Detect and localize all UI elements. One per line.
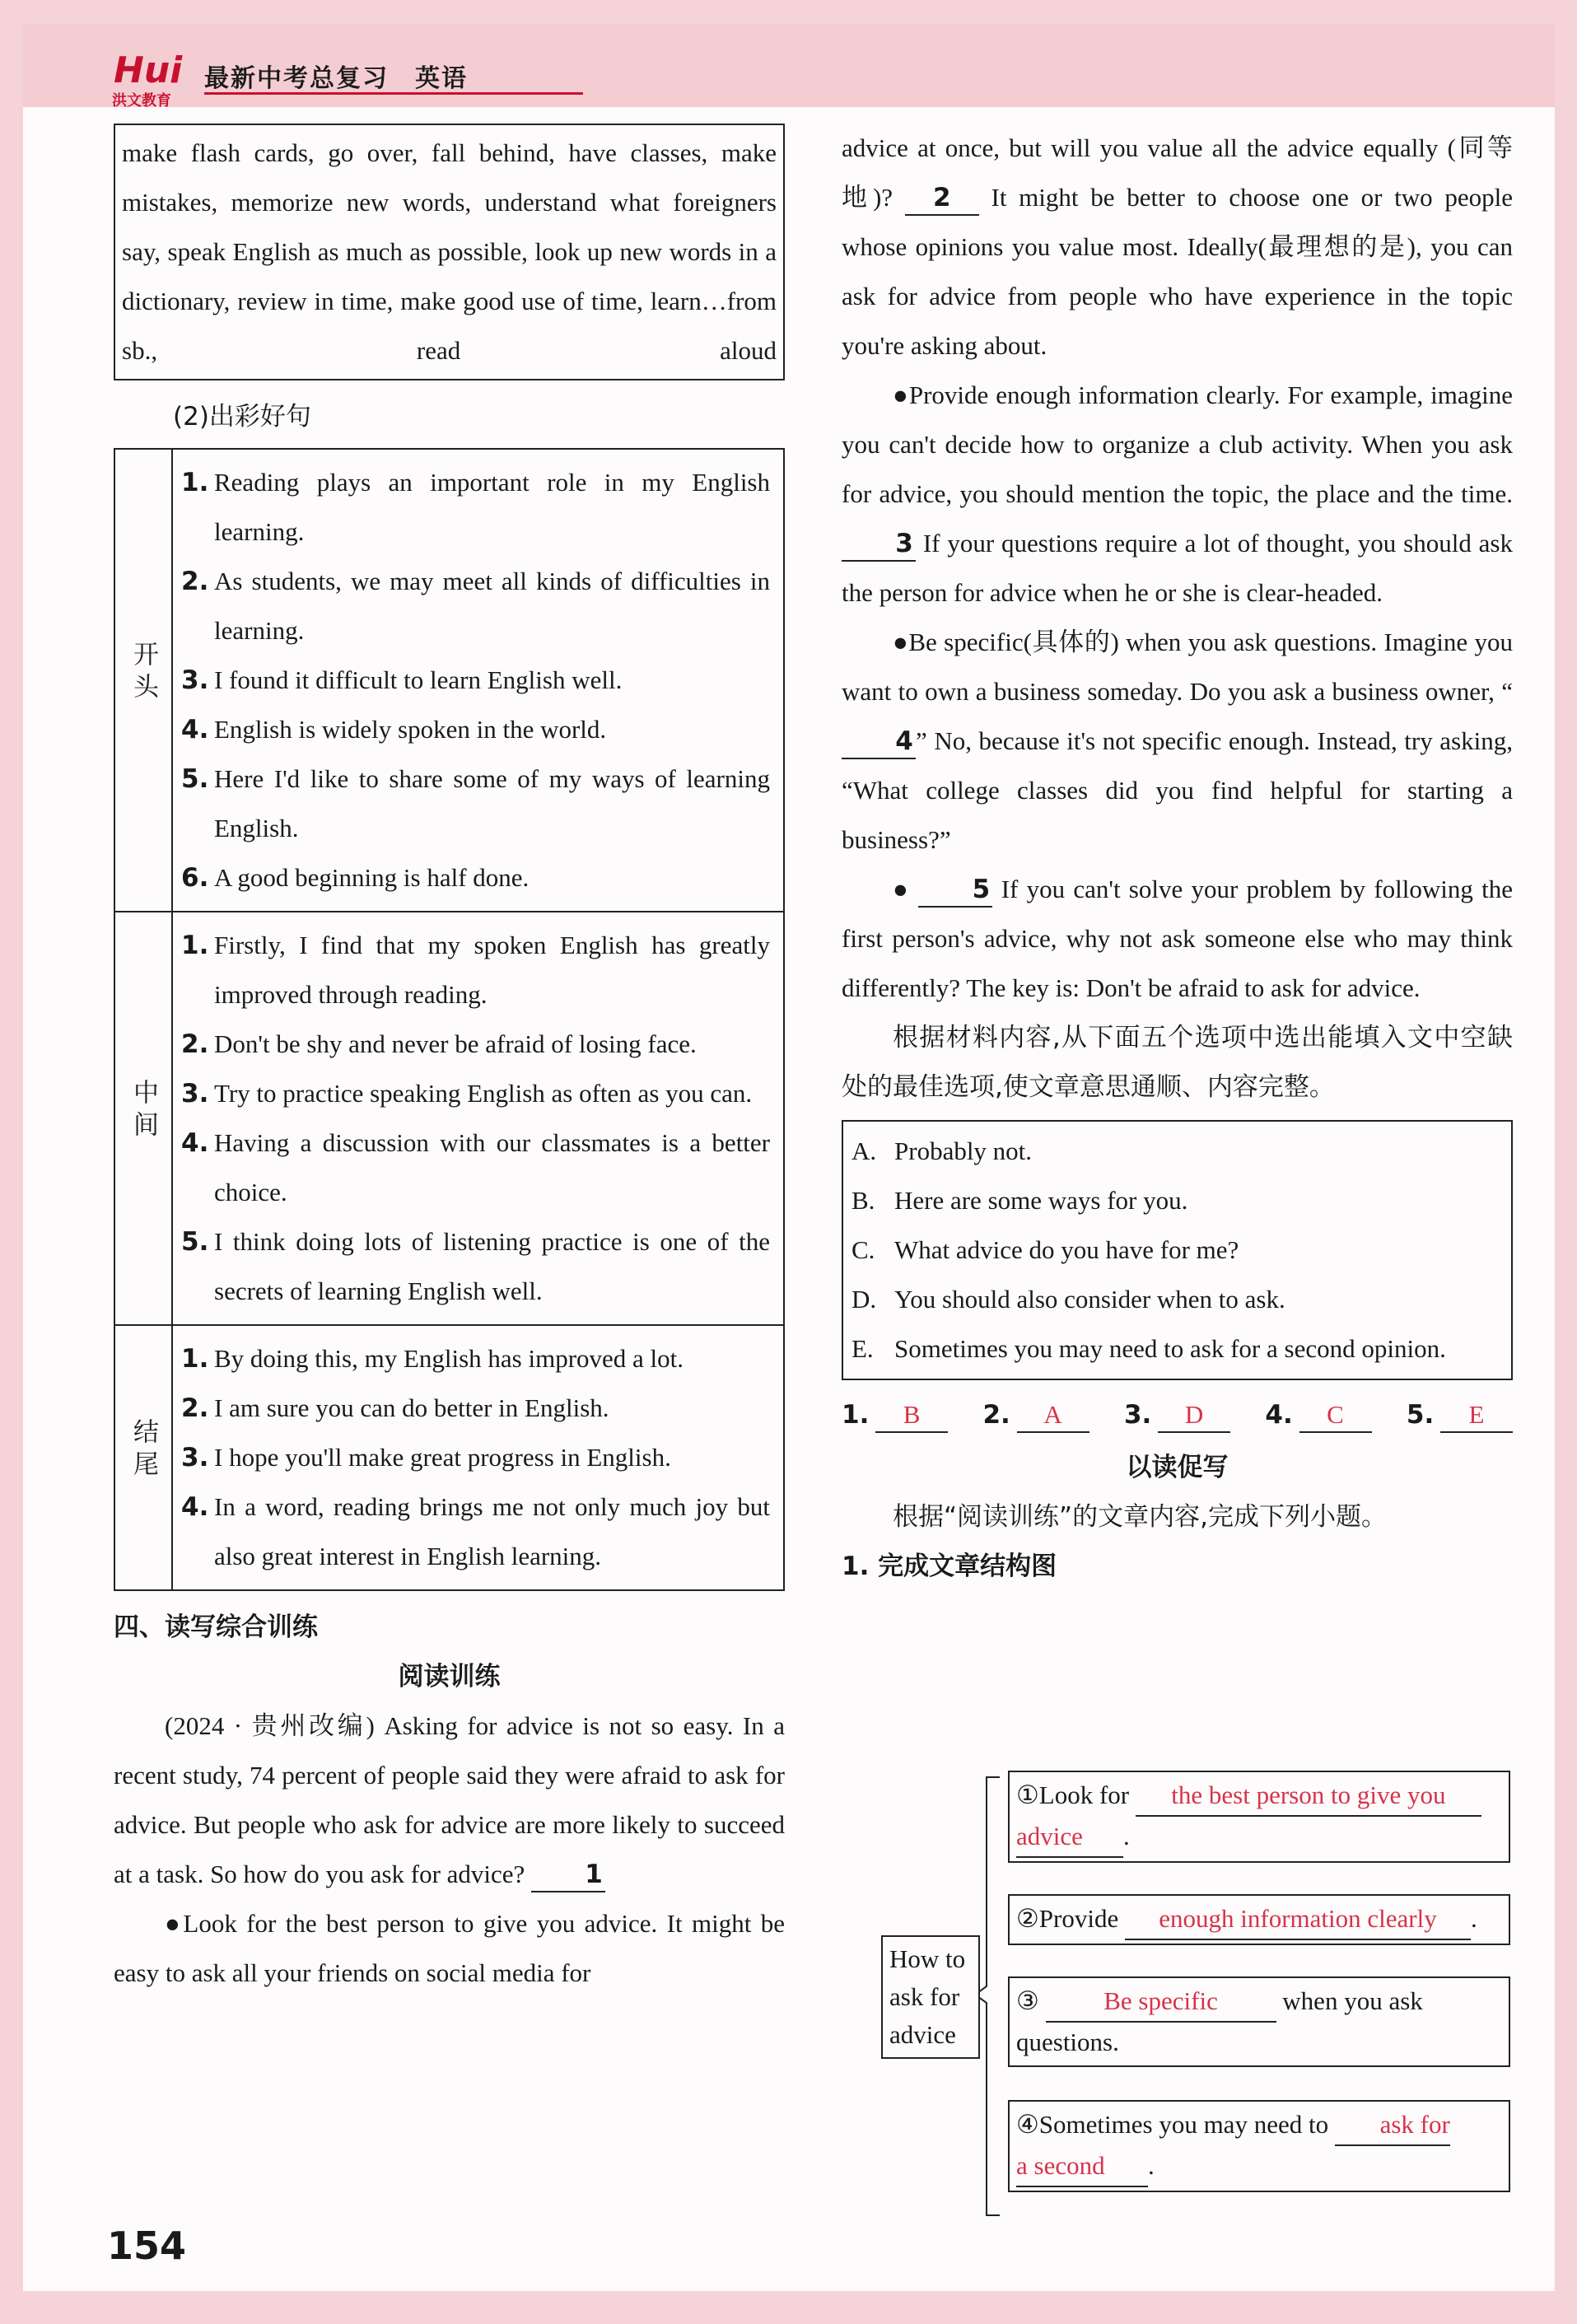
logo-subtitle: 洪文教育 bbox=[112, 92, 171, 110]
list-item: 1. Reading plays an important role in my English learning. bbox=[181, 468, 770, 546]
diagram-answer: enough information clearly bbox=[1125, 1899, 1471, 1940]
list-item: 5. I think doing lots of listening practice is one of the secrets of learning English well. bbox=[181, 1227, 770, 1305]
blank-1[interactable]: 1 bbox=[531, 1858, 605, 1892]
list-item: 4. In a word, reading brings me not only much joy but also great interest in English learning. bbox=[181, 1492, 770, 1570]
paragraph: (2024 · 贵州改编) Asking for advice is not so easy. In a recent study, 74 percent of people said they were afraid to ask for advice. But people who ask for advice are more likely to succeed at a task. So how do you ask for advice? 1 bbox=[114, 1701, 785, 1899]
option-item: C. What advice do you have for me? bbox=[851, 1235, 1239, 1264]
list-item: 2. Don't be shy and never be afraid of losing face. bbox=[181, 1029, 697, 1059]
answer-item: 4. C bbox=[1265, 1390, 1371, 1440]
option-item: E. Sometimes you may need to ask for a second opinion. bbox=[851, 1334, 1446, 1363]
page-number: 154 bbox=[107, 2224, 187, 2268]
list-item: 1. Firstly, I find that my spoken English has greatly improved through reading. bbox=[181, 931, 770, 1009]
instruction: 根据材料内容,从下面五个选项中选出能填入文中空缺处的最佳选项,使文章意思通顺、内容完整。 bbox=[842, 1023, 1513, 1102]
blank-3[interactable]: 3 bbox=[842, 527, 916, 562]
blank-2[interactable]: 2 bbox=[905, 181, 979, 216]
diagram-answer: a second bbox=[1016, 2146, 1148, 2187]
paragraph: ●Look for the best person to give you advice. It might be easy to ask all your friends on social media for bbox=[114, 1909, 785, 1987]
write-title: 以读促写 bbox=[1126, 1453, 1229, 1482]
list-item: 3. Try to practice speaking English as often as you can. bbox=[181, 1079, 753, 1108]
diagram-answer: ask for bbox=[1335, 2105, 1450, 2146]
section-ending bbox=[114, 1325, 784, 1590]
phrase-box bbox=[114, 124, 785, 380]
option-item: B. Here are some ways for you. bbox=[851, 1186, 1188, 1215]
answer-item: 5. E bbox=[1407, 1390, 1513, 1440]
answer-value: D bbox=[1158, 1398, 1230, 1433]
header-rule bbox=[204, 92, 583, 95]
answer-value: A bbox=[1017, 1398, 1089, 1433]
diagram-answer: Be specific bbox=[1046, 1981, 1276, 2023]
answer-value: B bbox=[875, 1398, 948, 1433]
book-title: 最新中考总复习 英语 bbox=[204, 64, 468, 93]
answer-row bbox=[842, 1390, 1513, 1440]
paragraph: ● 5 If you can't solve your problem by following the first person's advice, why not ask someone else who may think differently? The key is: Don't be afraid to ask for advice. bbox=[842, 875, 1514, 1002]
question-title: 1. 完成文章结构图 bbox=[842, 1552, 1057, 1581]
paragraph: ●Provide enough information clearly. For example, imagine you can't decide how to organize a club activity. When you ask for advice, you should mention the topic, the place and the time. 3 If your questions require a lot of thought, you should ask the person for advice when he or she is clear-headed. bbox=[842, 380, 1513, 607]
diagram-branch-3: ③ Be specific when you ask questions. bbox=[1008, 1976, 1510, 2067]
list-item: 4. English is widely spoken in the world. bbox=[181, 715, 607, 744]
list-item: 3. I found it difficult to learn English well. bbox=[181, 665, 623, 695]
write-instruction: 根据“阅读训练”的文章内容,完成下列小题。 bbox=[893, 1502, 1387, 1532]
category-label: 开头 bbox=[114, 449, 172, 912]
diagram-branch-2: ②Provide enough information clearly . bbox=[1008, 1894, 1510, 1945]
list-item: 1. By doing this, my English has improved a lot. bbox=[181, 1344, 684, 1374]
left-column bbox=[114, 124, 785, 1998]
sentence-list bbox=[172, 912, 784, 1325]
answer-value: C bbox=[1299, 1398, 1372, 1433]
options-box bbox=[842, 1120, 1513, 1380]
section-title: 四、读写综合训练 bbox=[114, 1612, 318, 1642]
diagram-answer: the best person to give you bbox=[1136, 1776, 1481, 1817]
paragraph: ●Be specific(具体的) when you ask questions. Imagine you want to own a business someday. Do you ask a business owner, “4 ” No, because it's not specific enough. Instead, try asking, “What college classes did you find helpful for starting a business?” bbox=[842, 628, 1513, 854]
paragraph: advice at once, but will you value all the advice equally (同等地)? 2 It might be better to choose one or two people whose opinions you value most. Ideally(最理想的是), you can ask for advice from people who have experience in the topic you're asking about. bbox=[842, 133, 1514, 360]
list-item: 2. As students, we may meet all kinds of difficulties in learning. bbox=[181, 567, 770, 645]
diagram-root: How to ask for advice bbox=[881, 1935, 980, 2059]
answer-item: 1. B bbox=[842, 1390, 948, 1440]
reading-title: 阅读训练 bbox=[398, 1662, 501, 1692]
sentence-list bbox=[172, 449, 784, 912]
sentence-table bbox=[114, 448, 785, 1591]
list-item: 4. Having a discussion with our classmates is a better choice. bbox=[181, 1128, 770, 1206]
answer-item: 2. A bbox=[982, 1390, 1089, 1440]
subheading-good-sentences: (2)出彩好句 bbox=[173, 402, 311, 432]
category-label: 结尾 bbox=[114, 1325, 172, 1590]
list-item: 3. I hope you'll make great progress in English. bbox=[181, 1443, 671, 1472]
phrase-list: make flash cards, go over, fall behind, have classes, make mistakes, memorize new words, understand what foreigners say, speak English as much as possible, look up new words in a dictionary, review in time, make good use of time, learn…from sb., read aloud bbox=[122, 138, 777, 365]
right-column bbox=[842, 124, 1513, 1591]
structure-diagram bbox=[842, 1771, 1513, 2224]
list-item: 2. I am sure you can do better in English. bbox=[181, 1393, 609, 1423]
diagram-branch-1: ①Look for the best person to give you advice . bbox=[1008, 1771, 1510, 1863]
option-item: A. Probably not. bbox=[851, 1136, 1033, 1165]
answer-item: 3. D bbox=[1124, 1390, 1230, 1440]
option-item: D. You should also consider when to ask. bbox=[851, 1285, 1285, 1314]
list-item: 5. Here I'd like to share some of my ways of learning English. bbox=[181, 764, 770, 842]
category-label: 中间 bbox=[114, 912, 172, 1325]
logo: Hui bbox=[114, 49, 183, 91]
sentence-list bbox=[172, 1325, 784, 1590]
diagram-answer: advice bbox=[1016, 1817, 1123, 1858]
diagram-branch-4: ④Sometimes you may need to ask for a second . bbox=[1008, 2100, 1510, 2192]
blank-5[interactable]: 5 bbox=[918, 873, 992, 908]
list-item: 6. A good beginning is half done. bbox=[181, 863, 530, 893]
answer-value: E bbox=[1440, 1398, 1513, 1433]
section-opening bbox=[114, 449, 784, 912]
section-middle bbox=[114, 912, 784, 1325]
blank-4[interactable]: 4 bbox=[842, 725, 916, 759]
